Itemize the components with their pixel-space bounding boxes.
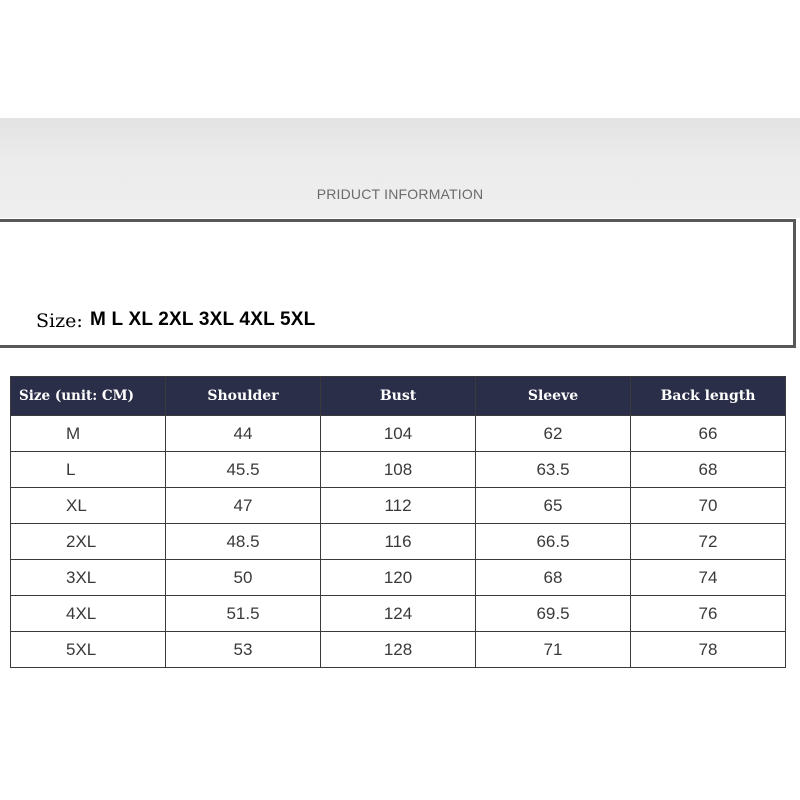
cell-size: 3XL <box>11 560 166 596</box>
column-header-size: Size (unit: CM) <box>11 377 166 416</box>
column-header-back-length: Back length <box>631 377 786 416</box>
cell-sleeve: 71 <box>476 632 631 668</box>
cell-size: L <box>11 452 166 488</box>
header-band <box>0 118 800 218</box>
cell-shoulder: 47 <box>166 488 321 524</box>
table-row <box>11 452 786 488</box>
table-row <box>11 416 786 452</box>
top-margin <box>0 0 800 118</box>
cell-sleeve: 63.5 <box>476 452 631 488</box>
column-header-bust: Bust <box>321 377 476 416</box>
size-table <box>10 376 786 668</box>
cell-back-length: 72 <box>631 524 786 560</box>
cell-shoulder: 53 <box>166 632 321 668</box>
cell-sleeve: 69.5 <box>476 596 631 632</box>
cell-back-length: 76 <box>631 596 786 632</box>
cell-back-length: 68 <box>631 452 786 488</box>
cell-size: 4XL <box>11 596 166 632</box>
page-title: PRIDUCT INFORMATION <box>316 186 484 202</box>
column-header-shoulder: Shoulder <box>166 377 321 416</box>
cell-back-length: 70 <box>631 488 786 524</box>
cell-bust: 116 <box>321 524 476 560</box>
cell-sleeve: 62 <box>476 416 631 452</box>
cell-size: M <box>11 416 166 452</box>
cell-shoulder: 44 <box>166 416 321 452</box>
cell-shoulder: 45.5 <box>166 452 321 488</box>
table-header-row <box>11 377 786 416</box>
cell-bust: 120 <box>321 560 476 596</box>
bottom-margin <box>0 686 800 800</box>
cell-size: 5XL <box>11 632 166 668</box>
cell-size: XL <box>11 488 166 524</box>
cell-size: 2XL <box>11 524 166 560</box>
cell-shoulder: 50 <box>166 560 321 596</box>
cell-sleeve: 68 <box>476 560 631 596</box>
table-row <box>11 524 786 560</box>
table-row <box>11 632 786 668</box>
cell-back-length: 78 <box>631 632 786 668</box>
table-row <box>11 596 786 632</box>
cell-bust: 108 <box>321 452 476 488</box>
cell-bust: 124 <box>321 596 476 632</box>
cell-shoulder: 51.5 <box>166 596 321 632</box>
table-row <box>11 560 786 596</box>
cell-back-length: 74 <box>631 560 786 596</box>
cell-sleeve: 66.5 <box>476 524 631 560</box>
size-label: Size: <box>36 310 83 332</box>
cell-bust: 128 <box>321 632 476 668</box>
cell-shoulder: 48.5 <box>166 524 321 560</box>
cell-sleeve: 65 <box>476 488 631 524</box>
cell-back-length: 66 <box>631 416 786 452</box>
column-header-sleeve: Sleeve <box>476 377 631 416</box>
table-row <box>11 488 786 524</box>
cell-bust: 112 <box>321 488 476 524</box>
cell-bust: 104 <box>321 416 476 452</box>
size-values: M L XL 2XL 3XL 4XL 5XL <box>90 309 316 330</box>
